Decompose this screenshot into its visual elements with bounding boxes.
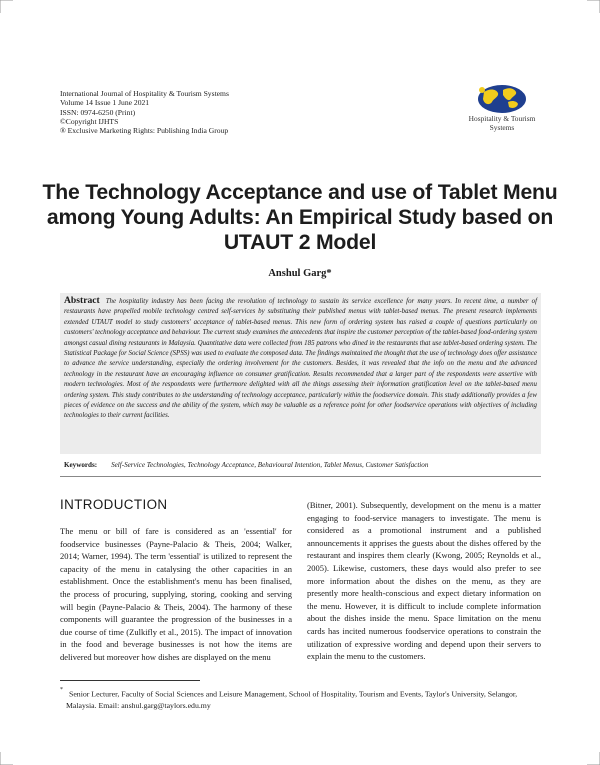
journal-logo [458,84,546,132]
footnote-divider [60,680,200,681]
crop-mark-top-right [586,0,600,14]
crop-mark-bottom-right [586,751,600,765]
footnote [60,687,542,711]
logo-caption-line2: Systems [489,122,515,132]
keywords-value: Self-Service Technologies, Technology Acceptance, Behavioural Intention, Tablet Menus, Customer Satisfaction [111,461,429,469]
abstract-label: Abstract [64,295,100,306]
abstract-text: The hospitality industry has been facing the revolution of technology to sustain its service excellence for many years. In recent time, a number of restaurants have propelled mobile technology centred self-services by substituting their published menus with tablet-based menus. The present research implements extended UTAUT model to study customers' acceptance of tablet-based menus. This new form of ordering system has raised a couple of questions particularly on customers' technology acceptance and behaviour. The current study examines the antecedents that inspire the customer perception of the tablet-based food-ordering system amongst casual dining restaurants in Malaysia. Quantitative data were collected from 185 patrons who dined in the restaurants that use tablet-based ordering system. The Statistical Package for Social Science (SPSS) was used to evaluate the composed data. The findings maintained the thought that the use of technology does offer assistance to advance the service understanding, especially the ordering involvement for the customers. Besides, it was revealed that the info on the menu and the advanced technology in the restaurant have an encouraging influence on consumer gratification. Results recommended that a larger part of the respondents were assertive with modern technologies. Most of the respondents were furthermore delighted with all the things assessing their information gratification level on the tablet-based menu ordering system. This study contributes to the understanding of technology acceptance, particularly within the foodservice domain. This study additionally provides a few pieces of evidence on the success and the ability of the system, which may be valuable as a reference point for other foodservice operations with objectives of including technologies to their current facilities. [64,298,537,420]
intro-right-column: (Bitner, 2001). Subsequently, development on the menu is a matter engaging to food-service managers to investigate. The menu is considered as a promotional instrument and a published announcements it apprises the guests about the dishes offered by the restaurant and inspires them clearly (Kwong, 2005; Reynolds et al., 2005). Likewise, customers, these days would also prefer to see more information about the dishes on the menu, as they are presently more health-conscious and expect dietary information on the menu. However, it is difficult to include complete information about the dishes inside the menu. Space limitation on the menu cards has incited numerous foodservice operations to constrain the utilization of expressive wording and depend upon their servers to explain the menu to the customers. [307,500,541,662]
journal-rights: ® Exclusive Marketing Rights: Publishing India Group [60,126,229,136]
keywords [64,461,544,469]
introduction-heading: INTRODUCTION [60,497,168,512]
paper-title: The Technology Acceptance and use of Tablet Menu among Young Adults: An Empirical Study based on UTAUT 2 Model [42,181,558,254]
keywords-label: Keywords: [64,461,98,469]
globe-icon [470,84,534,114]
footnote-text: Senior Lecturer, Faculty of Social Sciences and Leisure Management, School of Hospitality, Tourism and Events, Taylor's University, Selangor, Malaysia. Email: anshul.garg@taylors.edu.my [66,689,518,710]
journal-name: International Journal of Hospitality & Tourism Systems [60,89,229,98]
logo-caption-line1: Hospitality & Tourism [468,114,536,123]
journal-info [60,89,229,135]
crop-mark-bottom-left [0,751,14,765]
logo-caption [458,115,546,132]
paper-author: Anshul Garg* [268,268,332,279]
crop-mark-top-left [0,0,14,14]
footnote-marker: * [60,687,63,693]
abstract [64,296,537,422]
journal-issue: Volume 14 Issue 1 June 2021 [60,98,150,108]
journal-issn: ISSN: 0974-6250 (Print) [60,107,136,117]
keywords-divider [60,476,541,477]
journal-copyright: ©Copyright IJHTS [60,116,119,126]
intro-left-column: The menu or bill of fare is considered as an 'essential' for foodservice businesses (Payne-Palacio & Theis, 2004; Walker, 2014; Warner, 1994). The term 'essential' is utilized to represent the capacity of the menu in catalysing the other capacities in an establishment. Once the establishment's menu has been finalised, the process of procuring, supplying, storing, cooking and serving will begin (Payne-Palacio & Theis, 2004). The harmony of these components will guarantee the progression of the businesses in a due course of time (Zulkifly et al., 2015). The impact of innovation in the food and beverage businesses is not how the items are delivered but moreover how dishes are displayed on the menu [60,526,292,662]
